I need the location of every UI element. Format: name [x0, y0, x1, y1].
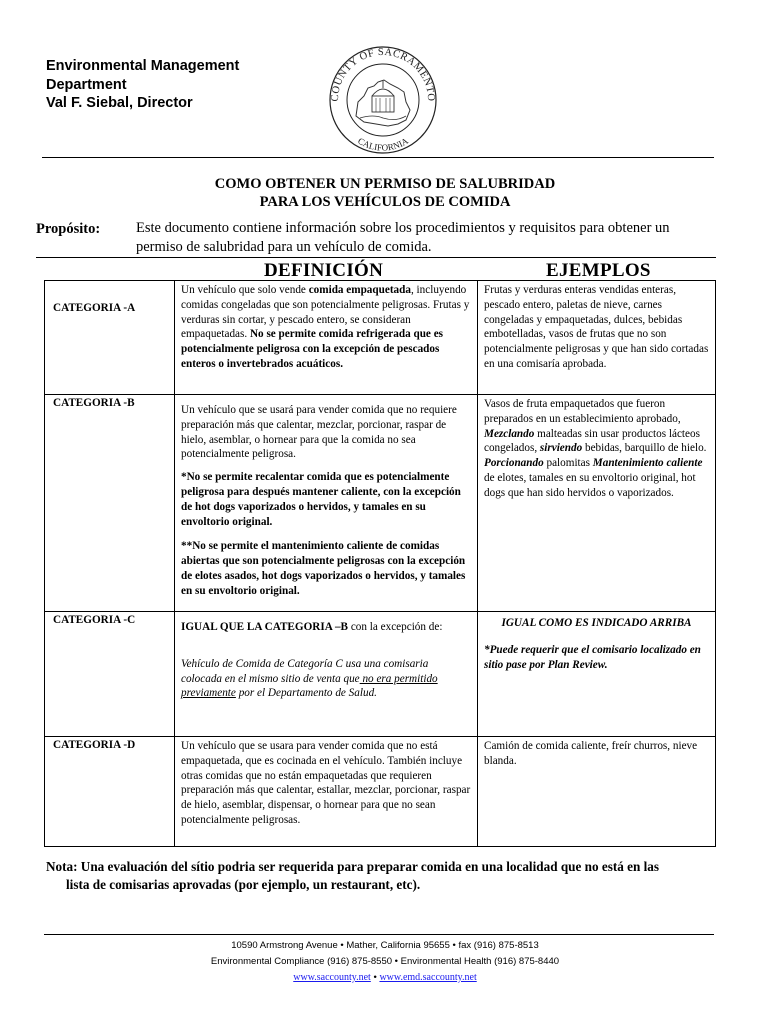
- note-text: [46, 858, 726, 894]
- note-line2: lista de comisarias aprovadas (por ejemplo, un restaurant, etc).: [66, 877, 421, 892]
- category-b-ex-porcionando: Porcionando: [484, 457, 544, 470]
- category-d-example: Camión de comida caliente, freír churros, nieve blanda.: [478, 737, 716, 847]
- category-a-label: CATEGORIA -A: [45, 281, 175, 395]
- purpose-label: Propósito:: [36, 221, 101, 237]
- category-b-ex-text5: de elotes, tamales en su envoltorio original, hot dogs que han sido hervidos o vaporizados.: [484, 471, 696, 499]
- footer-address: 10590 Armstrong Avenue • Mather, California 95655 • fax (916) 875-8513: [231, 940, 539, 951]
- category-c-def-text: con la excepción de:: [348, 621, 443, 633]
- seal-top-text: COUNTY OF SACRAMENTO: [329, 46, 437, 102]
- note-line1: Nota: Una evaluación del sítio podria ser requerida para preparar comida en una localidad que no está en las: [46, 859, 660, 874]
- category-b-def-note1: *No se permite recalentar comida que es potencialmente peligrosa para después mantener caliente, con la excepción de hot dogs vaporizados o hervidos, y tamales en su envoltorio original.: [181, 471, 461, 528]
- category-b-def-note2: **No se permite el mantenimiento caliente de comidas abiertas que son potencialmente peligrosas con la excepción de elotes asados, hot dogs vaporizados o hervidos, y tamales en su envoltorio original.: [181, 540, 466, 597]
- category-a-def-warning: No se permite comida refrigerada que es potencialmente peligrosa con la excepción de pescados enteros o invertebrados acuáticos.: [181, 328, 444, 370]
- category-a-definition: [175, 281, 478, 395]
- purpose-divider: [36, 257, 716, 258]
- category-a-def-text2: , incluyendo comidas congeladas que son potencialmente peligrosas. Frutas y verduras sin cortar, y pescado entero, se consideran empaquetadas.: [181, 284, 470, 341]
- category-c-def-italic2: por el Departamento de Salud.: [235, 687, 377, 700]
- link-separator: •: [370, 972, 380, 983]
- category-c-label: CATEGORIA -C: [45, 612, 175, 737]
- category-b-definition: [175, 395, 478, 612]
- category-c-example: [478, 612, 716, 737]
- category-c-def-bold: IGUAL QUE LA CATEGORIA –B: [181, 621, 349, 633]
- category-a-def-bold: comida empaquetada: [308, 284, 411, 296]
- category-b-ex-mezclando: Mezclando: [484, 427, 535, 440]
- seal-bottom-text: CALIFORNIA: [356, 135, 410, 153]
- category-b-ex-text2: malteadas sin usar productos lácteos congelados,: [484, 427, 700, 455]
- category-b-ex-text4: palomitas: [543, 457, 593, 470]
- examples-column-header: EJEMPLOS: [546, 260, 651, 281]
- definition-column-header: DEFINICIÓN: [264, 260, 384, 281]
- category-b-ex-text1: Vasos de fruta empaquetados que fueron preparados en un establecimiento aprobado,: [484, 398, 681, 425]
- footer-divider: [44, 934, 714, 935]
- table-row: [45, 281, 716, 395]
- category-c-ex-note: *Puede requerir que el comisario localizado en sitio pase por Plan Review.: [484, 643, 701, 671]
- category-b-def-text: Un vehículo que se usará para vender comida que no requiere preparación más que calentar, mezclar, porcionar, raspar de hielo, asemblar, o hornear para que la comida no sea potencialmente peligrosa.: [181, 404, 457, 461]
- category-c-def-italic: Vehículo de Comida de Categoría C usa una comisaria colocada en el mismo sitio de venta que: [181, 657, 429, 685]
- category-b-example: [478, 395, 716, 612]
- saccounty-link[interactable]: www.saccounty.net: [293, 972, 371, 983]
- table-row: [45, 612, 716, 737]
- category-c-ex-same: IGUAL COMO ES INDICADO ARRIBA: [501, 617, 692, 629]
- header-divider: [42, 157, 714, 158]
- document-title-line2: PARA LOS VEHÍCULOS DE COMIDA: [259, 194, 511, 210]
- category-a-def-text: Un vehículo que solo vende: [181, 284, 309, 296]
- category-b-label: CATEGORIA -B: [45, 395, 175, 612]
- county-seal-logo: [318, 44, 448, 156]
- table-row: [45, 395, 716, 612]
- department-name-line1: Environmental Management: [46, 58, 240, 74]
- department-name-line2: Department: [46, 76, 127, 93]
- category-c-definition: [175, 612, 478, 737]
- category-table: [44, 280, 716, 847]
- category-d-label: CATEGORIA -D: [45, 737, 175, 847]
- category-b-ex-sirviendo: sirviendo: [539, 442, 583, 455]
- category-d-definition: Un vehículo que se usara para vender comida que no está empaquetada, que es cocinada en el vehículo. También incluye otras comidas que no están empaquetadas que requieren preparación más que calentar, estallar, mezclar, porcionar, raspar de hielo, asemblar, dispensar, o hornear para que no sean potencialmente peligrosas.: [175, 737, 478, 847]
- document-title-line1: COMO OBTENER UN PERMISO DE SALUBRIDAD: [214, 176, 556, 192]
- director-name: Val F. Siebal, Director: [46, 95, 193, 111]
- department-header: [46, 57, 239, 113]
- category-b-ex-mantenimiento: Mantenimiento caliente: [592, 457, 703, 470]
- table-row: [45, 737, 716, 847]
- emd-saccounty-link[interactable]: www.emd.saccounty.net: [379, 972, 477, 983]
- footer-links: [0, 972, 770, 983]
- footer-phones: Environmental Compliance (916) 875-8550 • Environmental Health (916) 875-8440: [210, 956, 560, 967]
- purpose-text: Este documento contiene información sobre los procedimientos y requisitos para obtener un permiso de salubridad para un vehículo de comida.: [136, 220, 670, 255]
- category-a-example: Frutas y verduras enteras vendidas enteras, pescado entero, paletas de nieve, carnes congeladas y empaquetadas, dulces, bebidas embotelladas, vasos de frutas que no son potencialmente peligrosas y que han sido cortadas en una comisaría aprobada.: [478, 281, 716, 395]
- category-b-ex-text3: bebidas, barquillo de hielo.: [582, 442, 707, 455]
- category-c-def-underlined: no era permitido previamente: [181, 672, 438, 700]
